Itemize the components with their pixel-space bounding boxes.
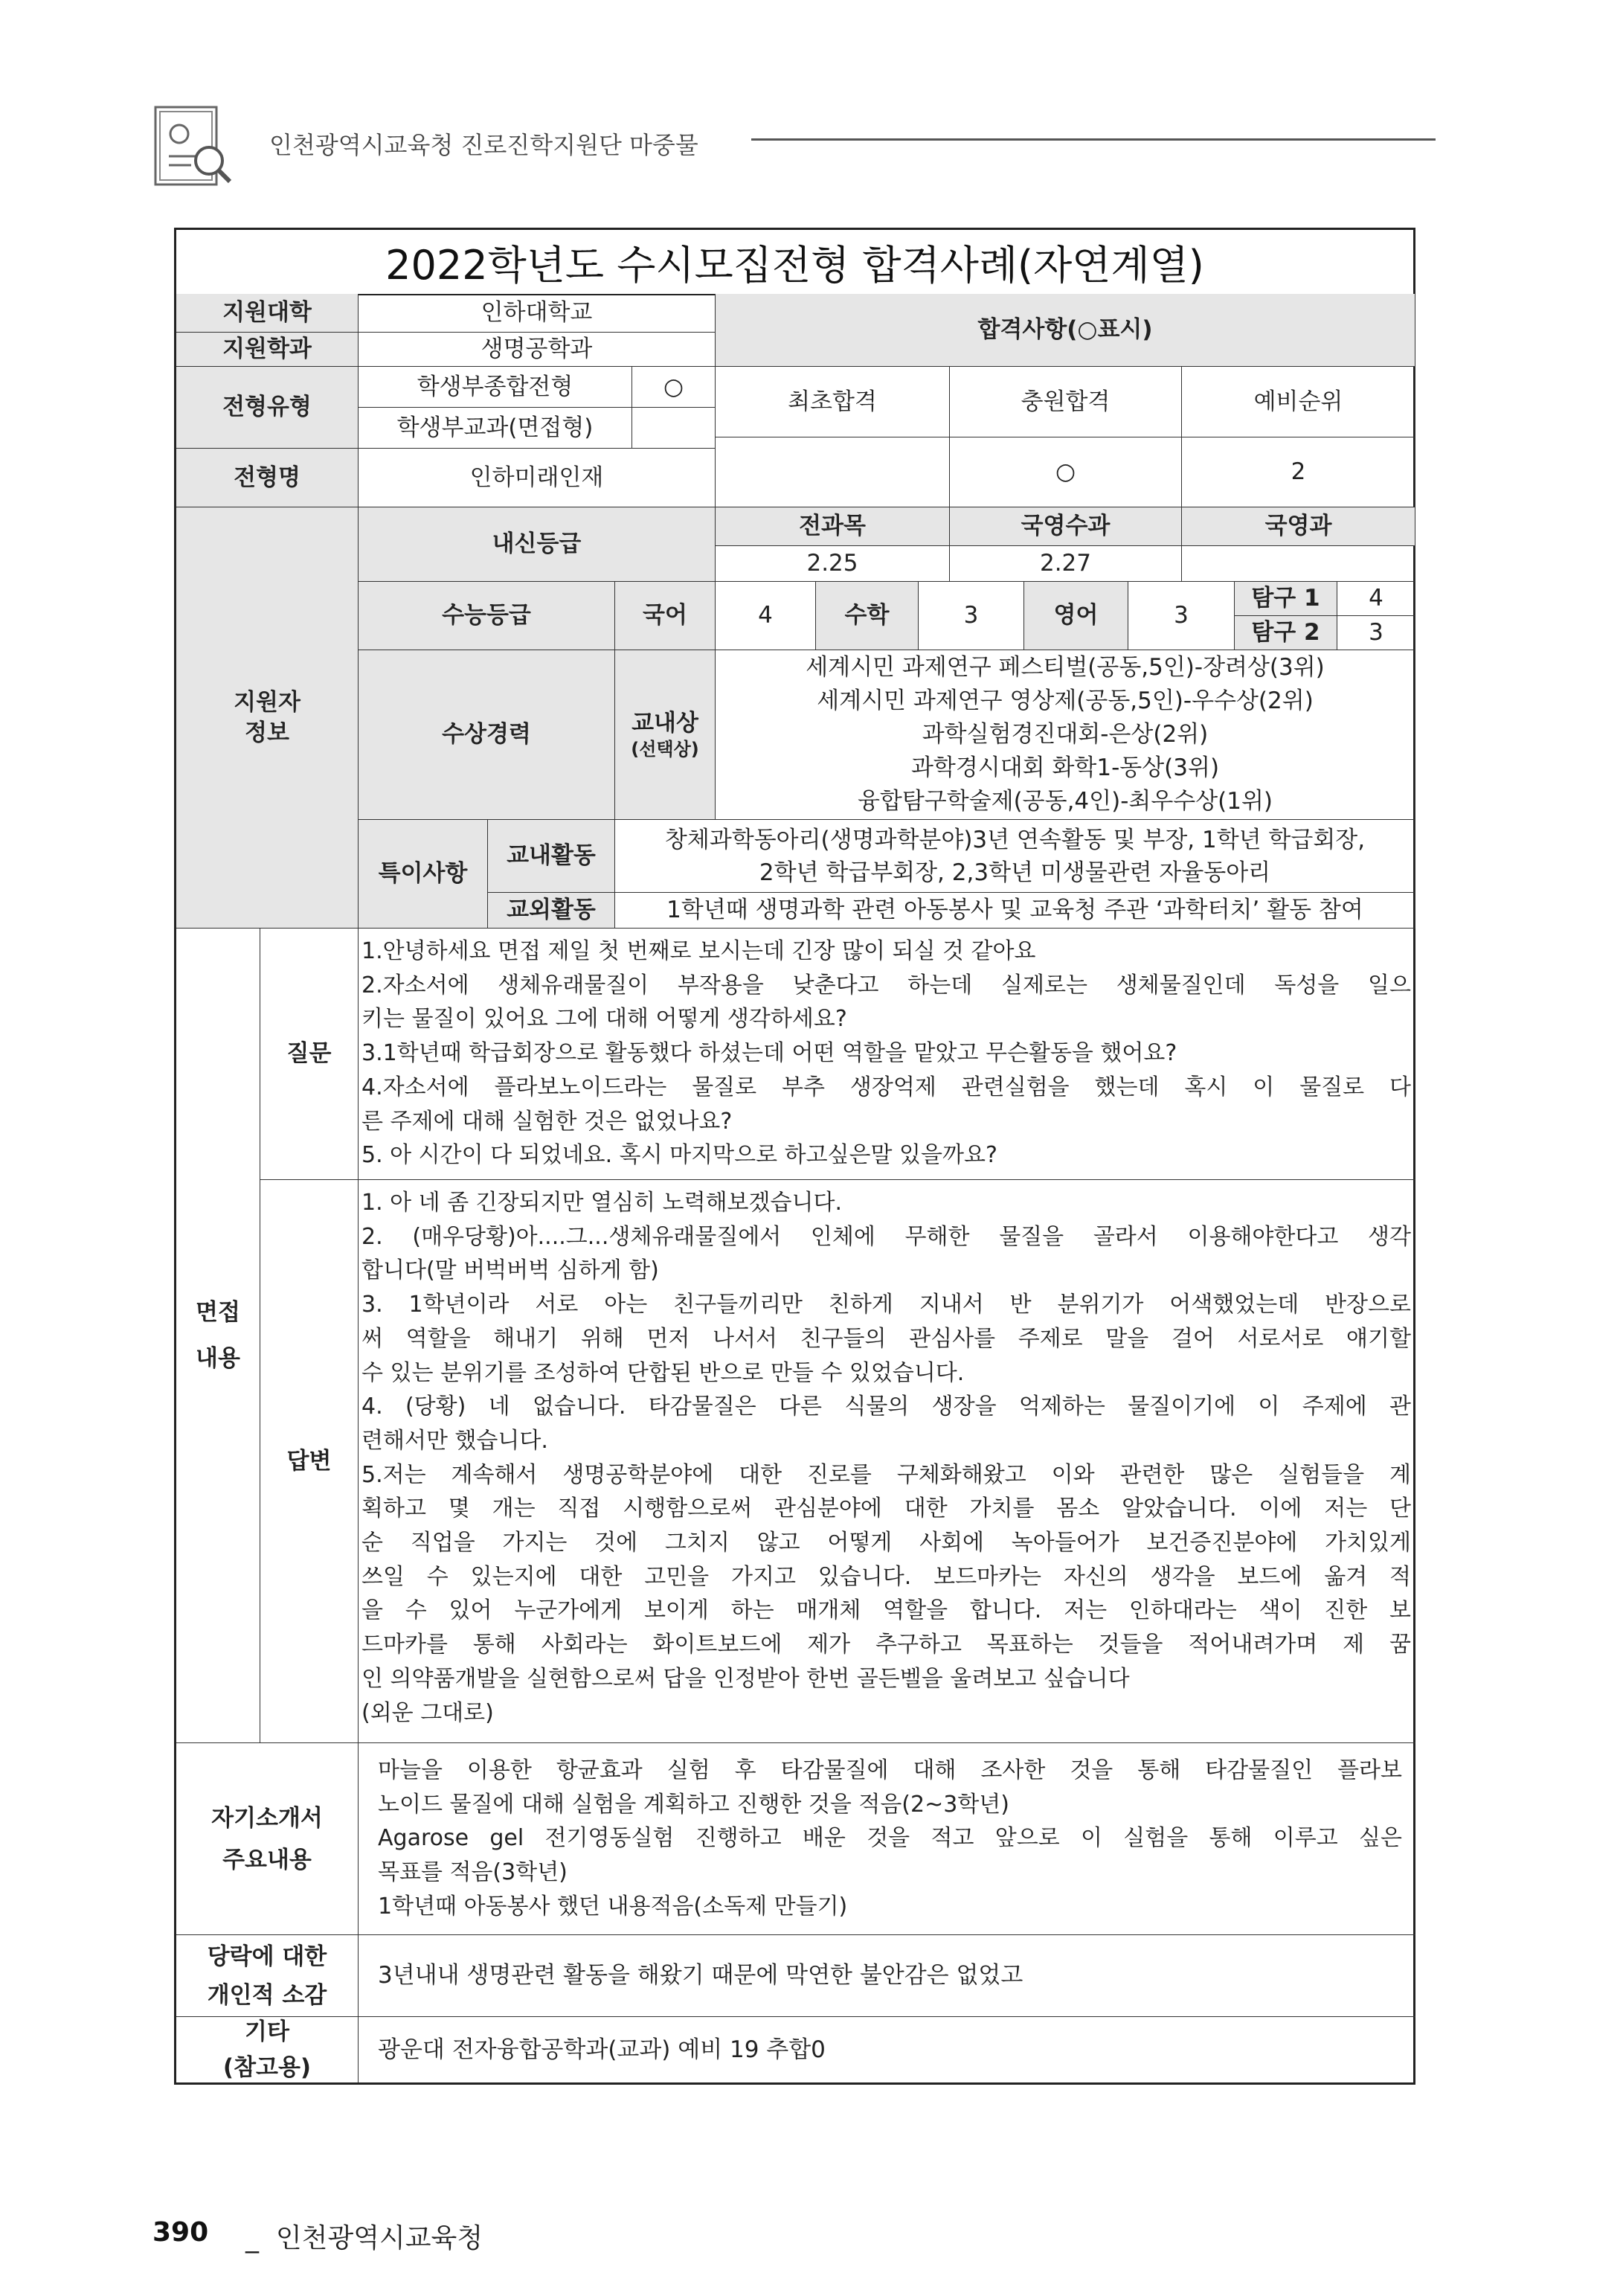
answer-line: 인 의약품개발을 실현함으로써 답을 인정받아 한번 골든벨을 울려보고 싶습니다 bbox=[361, 1665, 1130, 1692]
answer-list bbox=[359, 1180, 1415, 1743]
etc-text: 광운대 전자융합공학과(교과) 예비 19 추합0 bbox=[378, 2036, 826, 2063]
header-divider bbox=[751, 138, 1436, 141]
inquiry1-label: 탐구 1 bbox=[1235, 582, 1337, 616]
result-value-additional: ○ bbox=[950, 437, 1182, 507]
csat-label: 수능등급 bbox=[359, 582, 615, 650]
answer-line: 획하고 몇 개는 직접 시행함으로써 관심분야에 대한 가치를 몸소 알았습니다. 이에 저는 단 bbox=[361, 1495, 1411, 1522]
feeling-label: 당락에 대한 개인적 소감 bbox=[176, 1935, 359, 2017]
question-line: 1.안녕하세요 면접 제일 첫 번째로 보시는데 긴장 많이 되실 것 같아요 bbox=[361, 938, 1036, 964]
type1-mark: ○ bbox=[632, 367, 716, 408]
result-header-first: 최초합격 bbox=[716, 367, 950, 437]
grade-header-all: 전과목 bbox=[716, 507, 950, 546]
korean-value: 4 bbox=[716, 582, 816, 650]
result-header-waitlist: 예비순위 bbox=[1182, 367, 1415, 437]
award-item: 세계시민 과제연구 페스티벌(공동,5인)-장려상(3위) bbox=[806, 654, 1325, 681]
admission-case-table bbox=[174, 228, 1415, 2085]
grade-value-all: 2.25 bbox=[716, 546, 950, 582]
answer-line: 수 있는 분위기를 조성하여 단합된 반으로 만들 수 있었습니다. bbox=[361, 1359, 965, 1386]
answer-line: 합니다(말 버벅버벅 심하게 함) bbox=[361, 1257, 659, 1284]
question-line: 5. 아 시간이 다 되었네요. 혹시 마지막으로 하고싶은말 있을까요? bbox=[361, 1142, 997, 1169]
inquiry2-value: 3 bbox=[1337, 616, 1415, 650]
grade-header-kes: 국영과 bbox=[1182, 507, 1415, 546]
essay-line: 1학년때 아동봉사 했던 내용적음(소독제 만들기) bbox=[378, 1893, 848, 1920]
award-item: 세계시민 과제연구 영상제(공동,5인)-우수상(2위) bbox=[817, 687, 1314, 714]
type1-name: 학생부종합전형 bbox=[359, 367, 632, 408]
question-label: 질문 bbox=[260, 929, 359, 1180]
award-type-label: 교내상 (선택상) bbox=[615, 650, 716, 820]
question-line: 2.자소서에 생체유래물질이 부작용을 낮춘다고 하는데 실제로는 생체물질인데 독성을 일으 bbox=[361, 972, 1411, 998]
english-value: 3 bbox=[1128, 582, 1235, 650]
answer-line: 써 역할을 해내기 위해 먼저 나서서 친구들의 관심사를 주제로 말을 걸어 서로서로 얘기할 bbox=[361, 1325, 1411, 1352]
award-item: 과학경시대회 화학1-동상(3위) bbox=[910, 754, 1220, 781]
in-school-activities: 창체과학동아리(생명과학분야)3년 연속활동 및 부장, 1학년 학급회장, 2학년 학급부회장, 2,3학년 미생물관련 자율동아리 bbox=[615, 820, 1415, 893]
answer-line: 1. 아 네 좀 긴장되지만 열심히 노력해보겠습니다. bbox=[361, 1190, 842, 1216]
univ-label: 지원대학 bbox=[176, 294, 359, 333]
name-value: 인하미래인재 bbox=[359, 449, 716, 507]
answer-line: 5.저는 계속해서 생명공학분야에 대한 진로를 구체화해왔고 이와 관련한 많은 실험들을 계 bbox=[361, 1461, 1411, 1488]
question-line: 키는 물질이 있어요 그에 대해 어떻게 생각하세요? bbox=[361, 1006, 847, 1033]
question-line: 4.자소서에 플라보노이드라는 물질로 부추 생장억제 관련실험을 했는데 혹시 이 물질로 다 bbox=[361, 1074, 1411, 1100]
english-label: 영어 bbox=[1024, 582, 1128, 650]
dept-value: 생명공학과 bbox=[359, 333, 716, 367]
answer-label: 답변 bbox=[260, 1180, 359, 1743]
answer-line: (외운 그대로) bbox=[361, 1699, 494, 1726]
univ-value: 인하대학교 bbox=[359, 294, 716, 333]
document-search-icon bbox=[152, 104, 234, 190]
essay-line: 목표를 적음(3학년) bbox=[378, 1859, 568, 1886]
student-info-label: 지원자 정보 bbox=[176, 507, 359, 929]
grade-label: 내신등급 bbox=[359, 507, 716, 582]
question-list bbox=[359, 929, 1415, 1180]
name-label: 전형명 bbox=[176, 449, 359, 507]
interview-label: 면접 내용 bbox=[176, 929, 260, 1743]
answer-line: 드마카를 통해 사회라는 화이트보드에 제가 추구하고 목표하는 것들을 적어내려가며 제 꿈 bbox=[361, 1632, 1411, 1658]
question-line: 3.1학년때 학급회장으로 활동했다 하셨는데 어떤 역할을 맡았고 무슨활동을 했어요? bbox=[361, 1040, 1177, 1067]
type2-mark bbox=[632, 408, 716, 449]
feeling-text: 3년내내 생명관련 활동을 해왔기 때문에 막연한 불안감은 없었고 bbox=[359, 1935, 1415, 2017]
answer-line: 3. 1학년이라 서로 아는 친구들끼리만 친하게 지내서 반 분위기가 어색했었는데 반장으로 bbox=[361, 1292, 1411, 1318]
grade-value-kes bbox=[1182, 546, 1415, 582]
essay-line: 노이드 물질에 대해 실험을 계획하고 진행한 것을 적음(2~3학년) bbox=[378, 1791, 1009, 1818]
answer-line: 을 수 있어 누군가에게 보이게 하는 매개체 역할을 합니다. 저는 인하대라는 색이 진한 보 bbox=[361, 1597, 1411, 1624]
answer-line: 쓰일 수 있는지에 대한 고민을 가지고 있습니다. 보드마카는 자신의 생각을 보드에 옮겨 적 bbox=[361, 1563, 1411, 1590]
type-label: 전형유형 bbox=[176, 367, 359, 449]
out-school-label: 교외활동 bbox=[488, 893, 615, 929]
award-list bbox=[716, 650, 1415, 820]
page-number: 390 bbox=[152, 2217, 209, 2248]
essay-content bbox=[359, 1743, 1415, 1935]
result-value-first bbox=[716, 437, 950, 507]
essay-label: 자기소개서 주요내용 bbox=[176, 1743, 359, 1935]
type2-name: 학생부교과(면접형) bbox=[359, 408, 632, 449]
essay-line: Agarose gel 전기영동실험 진행하고 배운 것을 적고 앞으로 이 실험을 통해 이루고 싶은 bbox=[378, 1825, 1402, 1852]
etc-label: 기타 (참고용) bbox=[176, 2017, 359, 2082]
math-label: 수학 bbox=[816, 582, 919, 650]
footer-org: _ 인천광역시교육청 bbox=[245, 2223, 483, 2254]
dept-label: 지원학과 bbox=[176, 333, 359, 367]
in-school-label: 교내활동 bbox=[488, 820, 615, 893]
inquiry2-label: 탐구 2 bbox=[1235, 616, 1337, 650]
essay-line: 마늘을 이용한 항균효과 실험 후 타감물질에 대해 조사한 것을 통해 타감물질인 플라보 bbox=[378, 1757, 1402, 1783]
result-value-waitlist: 2 bbox=[1182, 437, 1415, 507]
answer-line: 련해서만 했습니다. bbox=[361, 1427, 548, 1454]
korean-label: 국어 bbox=[615, 582, 716, 650]
award-item: 융합탐구학술제(공동,4인)-최우수상(1위) bbox=[857, 788, 1273, 815]
question-line: 른 주제에 대해 실험한 것은 없었나요? bbox=[361, 1108, 733, 1135]
publisher-title: 인천광역시교육청 진로진학지원단 마중물 bbox=[269, 131, 698, 159]
answer-line: 4. (당황) 네 없습니다. 타감물질은 다른 식물의 생장을 억제하는 물질이기에 이 주제에 관 bbox=[361, 1394, 1411, 1420]
grade-header-kems: 국영수과 bbox=[950, 507, 1182, 546]
award-label: 수상경력 bbox=[359, 650, 615, 820]
inquiry1-value: 4 bbox=[1337, 582, 1415, 616]
math-value: 3 bbox=[919, 582, 1024, 650]
grade-value-kems: 2.27 bbox=[950, 546, 1182, 582]
answer-line: 2. (매우당황)아....그...생체유래물질에서 인체에 무해한 물질을 골라서 이용해야한다고 생각 bbox=[361, 1223, 1411, 1250]
result-label: 합격사항(○표시) bbox=[716, 294, 1415, 367]
special-label: 특이사항 bbox=[359, 820, 488, 929]
doc-title: 2022학년도 수시모집전형 합격사례(자연계열) bbox=[176, 230, 1413, 295]
out-school-activities: 1학년때 생명과학 관련 아동봉사 및 교육청 주관 ‘과학터치’ 활동 참여 bbox=[615, 893, 1415, 929]
award-item: 과학실험경진대회-은상(2위) bbox=[922, 721, 1209, 748]
answer-line: 순 직업을 가지는 것에 그치지 않고 어떻게 사회에 녹아들어가 보건증진분야에 가치있게 bbox=[361, 1530, 1411, 1556]
result-header-additional: 충원합격 bbox=[950, 367, 1182, 437]
